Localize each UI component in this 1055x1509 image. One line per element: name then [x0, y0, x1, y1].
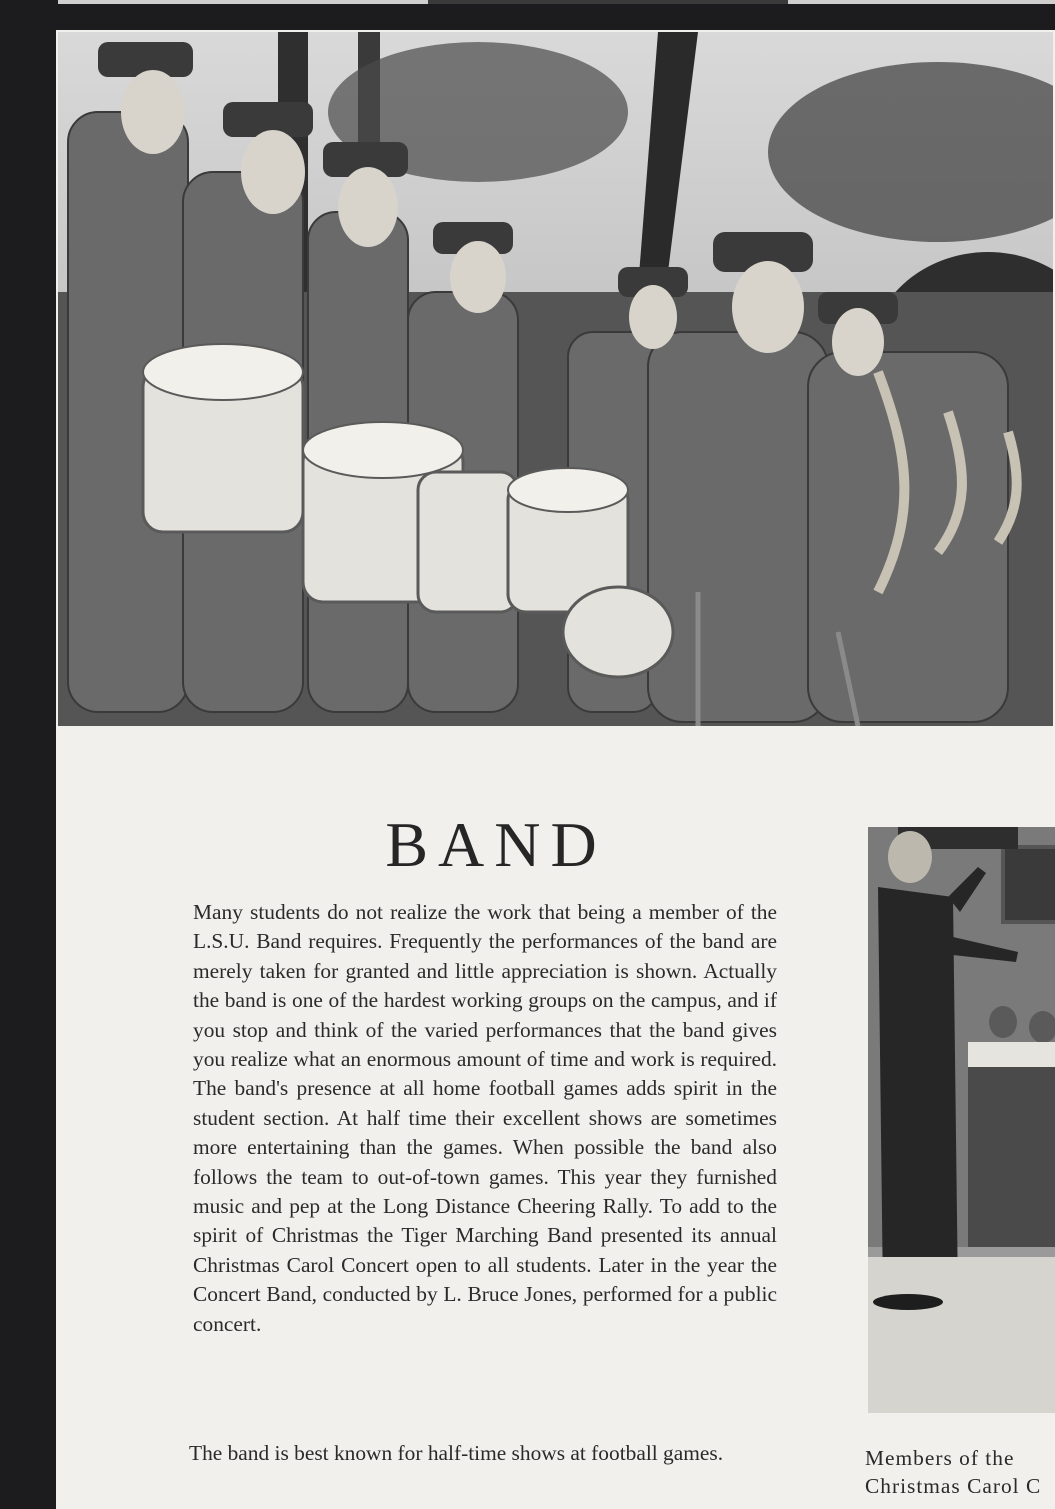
previous-page-strip [58, 0, 1055, 4]
side-photo-caption-line-2: Christmas Carol C [865, 1474, 1042, 1498]
page-title: BAND [385, 809, 607, 880]
side-photo-caption-line-1: Members of the [865, 1446, 1015, 1470]
band-article-text: Many students do not realize the work that being a member of the L.S.U. Band requires. Frequently the performances of the band are merely taken for granted and little appreciation is shown. Actually the band is one of the hardest working groups on the campus, and if you stop and think of the varied performances that the band gives you realize what an enormous amount of time and work is required. The band's presence at all home football games adds spirit in the student section. At half time their excellent shows are sometimes more entertaining than the games. When possible the band also follows the team to out-of-town games. This year they furnished music and pep at the Long Distance Cheering Rally. To add to the spirit of Christmas the Tiger Marching Band presented its annual Christmas Carol Concert open to all students. Later in the year the Concert Band, conducted by L. Bruce Jones, performed for a public concert. [193, 900, 777, 1336]
side-photo-caption [865, 1444, 1055, 1500]
yearbook-page [56, 30, 1055, 1509]
band-drummers-photo [58, 32, 1053, 726]
main-photo-caption: The band is best known for half-time shows at football games. [189, 1441, 724, 1465]
christmas-concert-photo [868, 827, 1055, 1413]
